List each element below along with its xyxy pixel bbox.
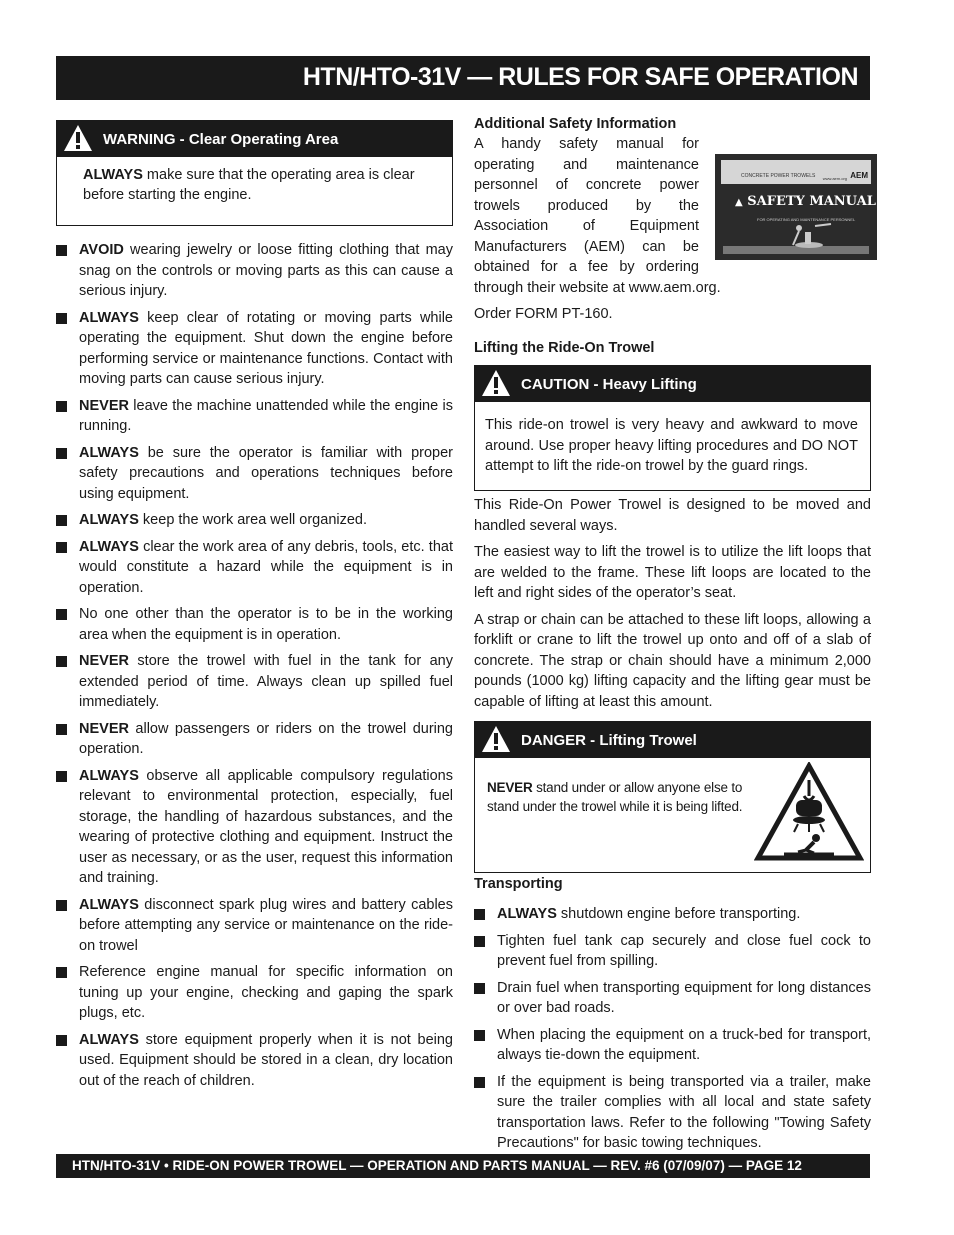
page-title: HTN/HTO-31V — RULES FOR SAFE OPERATION [302,63,858,91]
warning-triangle-icon [63,123,93,153]
danger-box [474,721,871,873]
transporting-heading: Transporting [474,876,563,892]
warning-triangle-icon [481,368,511,398]
list-item: Reference engine manual for specific information on tuning up your engine, checking and gaping the spark plugs, etc. [56,962,453,1024]
list-item: ALWAYS be sure the operator is familiar with proper safety precautions and operations techniques before using equipment. [56,443,453,505]
list-item: ALWAYS store equipment properly when it is not being used. Equipment should be stored in a clean, dry location out of the reach of children. [56,1030,453,1092]
lifting-heading: Lifting the Ride-On Trowel [474,340,655,356]
bullet-square-icon [56,313,67,324]
manual-brand-logo: AEM [850,171,868,180]
caution-box [474,365,871,491]
bullet-square-icon [474,936,485,947]
additional-section [474,134,876,322]
manual-title: ▲ SAFETY MANUAL [735,194,876,209]
bullet-square-icon [474,909,485,920]
list-item: No one other than the operator is to be in the working area when the equipment is in operation. [56,604,453,645]
transport-bullet-list [474,904,871,1154]
bullet-square-icon [56,1035,67,1046]
additional-body: A handy safety manual for operating and maintenance personnel of concrete power trowels produced by the Association of Equipment Manufacturers (AEM) can be obtained for a fee by ordering through their website at www.aem.org. [474,136,721,296]
order-form-text: Order FORM PT-160. [474,306,613,322]
list-item: NEVER store the trowel with fuel in the tank for any extended period of time. Always clean up spilled fuel immediately. [56,651,453,713]
danger-text [487,778,755,816]
bullet-square-icon [56,448,67,459]
safety-manual-image [715,154,877,260]
manual-site-text: www.aem.org [822,176,847,181]
page-title-bar [56,56,870,100]
bullet-square-icon [56,771,67,782]
warning-keyword: ALWAYS [83,167,143,183]
manual-top-text: CONCRETE POWER TROWELS [741,173,816,179]
caution-label: CAUTION - Heavy Lifting [521,376,697,393]
danger-header [475,722,870,758]
additional-heading: Additional Safety Information [474,116,677,132]
lifting-paragraph-1: This Ride-On Power Trowel is designed to be moved and handled several ways. [474,497,871,534]
caution-header [475,366,870,402]
page-footer [56,1154,870,1178]
bullet-square-icon [56,656,67,667]
bullet-square-icon [56,401,67,412]
bullet-square-icon [56,900,67,911]
list-item: NEVER leave the machine unattended while the engine is running. [56,396,453,437]
caution-text: This ride-on trowel is very heavy and awkward to move around. Use proper heavy lifting procedures and DO NOT attempt to lift the ride-on trowel by the guard rings. [485,417,858,474]
bullet-square-icon [56,542,67,553]
right-column [474,116,876,1160]
lifting-paragraph-3: A strap or chain can be attached to these lift loops, allowing a forklift or crane to lift the trowel up onto and off of a slab of concrete. The strap or chain should have a minimum 2,000 pounds (1000 kg) lifting capacity and the lifting gear must be capable of lifting at least this amount. [474,611,871,710]
warning-label: WARNING - Clear Operating Area [103,131,339,148]
list-item: Drain fuel when transporting equipment for long distances or over bad roads. [474,978,871,1019]
list-item: ALWAYS observe all applicable compulsory regulations relevant to environmental protection, especially, fuel storage, the handling of hazardous substances, and the wearing of protective clothing and equipment. Instruct the user as necessary, or as the user, request this information and training. [56,766,453,889]
additional-text [474,134,876,325]
left-column [56,120,453,1097]
danger-keyword: NEVER [487,780,533,795]
warning-header [57,121,452,157]
bullet-square-icon [56,515,67,526]
bullet-square-icon [474,983,485,994]
bullet-square-icon [56,724,67,735]
list-item: AVOID wearing jewelry or loose fitting clothing that may snag on the controls or moving parts as this can cause a serious injury. [56,240,453,302]
list-item: ALWAYS keep clear of rotating or moving parts while operating the equipment. Shut down the engine before performing service or maintenance functions. Contact with moving parts can cause serious injury. [56,308,453,390]
list-item: If the equipment is being transported via a trailer, make sure the trailer complies with all local and state safety transportation laws. Refer to the following "Towing Safety Precautions" for basic towing techniques. [474,1072,871,1154]
list-item: When placing the equipment on a truck-bed for transport, always tie-down the equipment. [474,1025,871,1066]
bullet-square-icon [56,245,67,256]
bullet-square-icon [56,967,67,978]
warning-box [56,120,453,226]
warning-text [57,157,452,205]
manual-subtitle: FOR OPERATING AND MAINTENANCE PERSONNEL [757,217,856,222]
manual-trowel-illustration-icon [723,218,869,254]
safety-bullet-list [56,240,453,1091]
list-item: ALWAYS clear the work area of any debris, tools, etc. that would constitute a hazard while the equipment is in operation. [56,537,453,599]
manual-cover-top [721,160,871,184]
bullet-square-icon [474,1077,485,1088]
bullet-square-icon [56,609,67,620]
danger-label: DANGER - Lifting Trowel [521,732,697,749]
warning-body: make sure that the operating area is clear before starting the engine. [83,167,415,203]
lifting-paragraph-2: The easiest way to lift the trowel is to utilize the lift loops that are welded to the frame. These lift loops are located to the left and right sides of the operator’s seat. [474,544,871,601]
list-item: NEVER allow passengers or riders on the trowel during operation. [56,719,453,760]
suspended-load-hazard-icon [754,762,864,862]
danger-body: stand under or allow anyone else to stand under the trowel while it is being lifted. [487,780,743,814]
list-item: Tighten fuel tank cap securely and close fuel cock to prevent fuel from spilling. [474,931,871,972]
list-item: ALWAYS keep the work area well organized. [56,510,453,531]
list-item: ALWAYS shutdown engine before transporting. [474,904,871,925]
list-item: ALWAYS disconnect spark plug wires and battery cables before attempting any service or maintenance on the ride-on trowel [56,895,453,957]
manual-warning-icon: ▲ [735,197,743,208]
footer-text: HTN/HTO-31V • RIDE-ON POWER TROWEL — OPERATION AND PARTS MANUAL — REV. #6 (07/09/07) — PAGE 12 [72,1158,802,1173]
warning-triangle-icon [481,724,511,754]
bullet-square-icon [474,1030,485,1041]
